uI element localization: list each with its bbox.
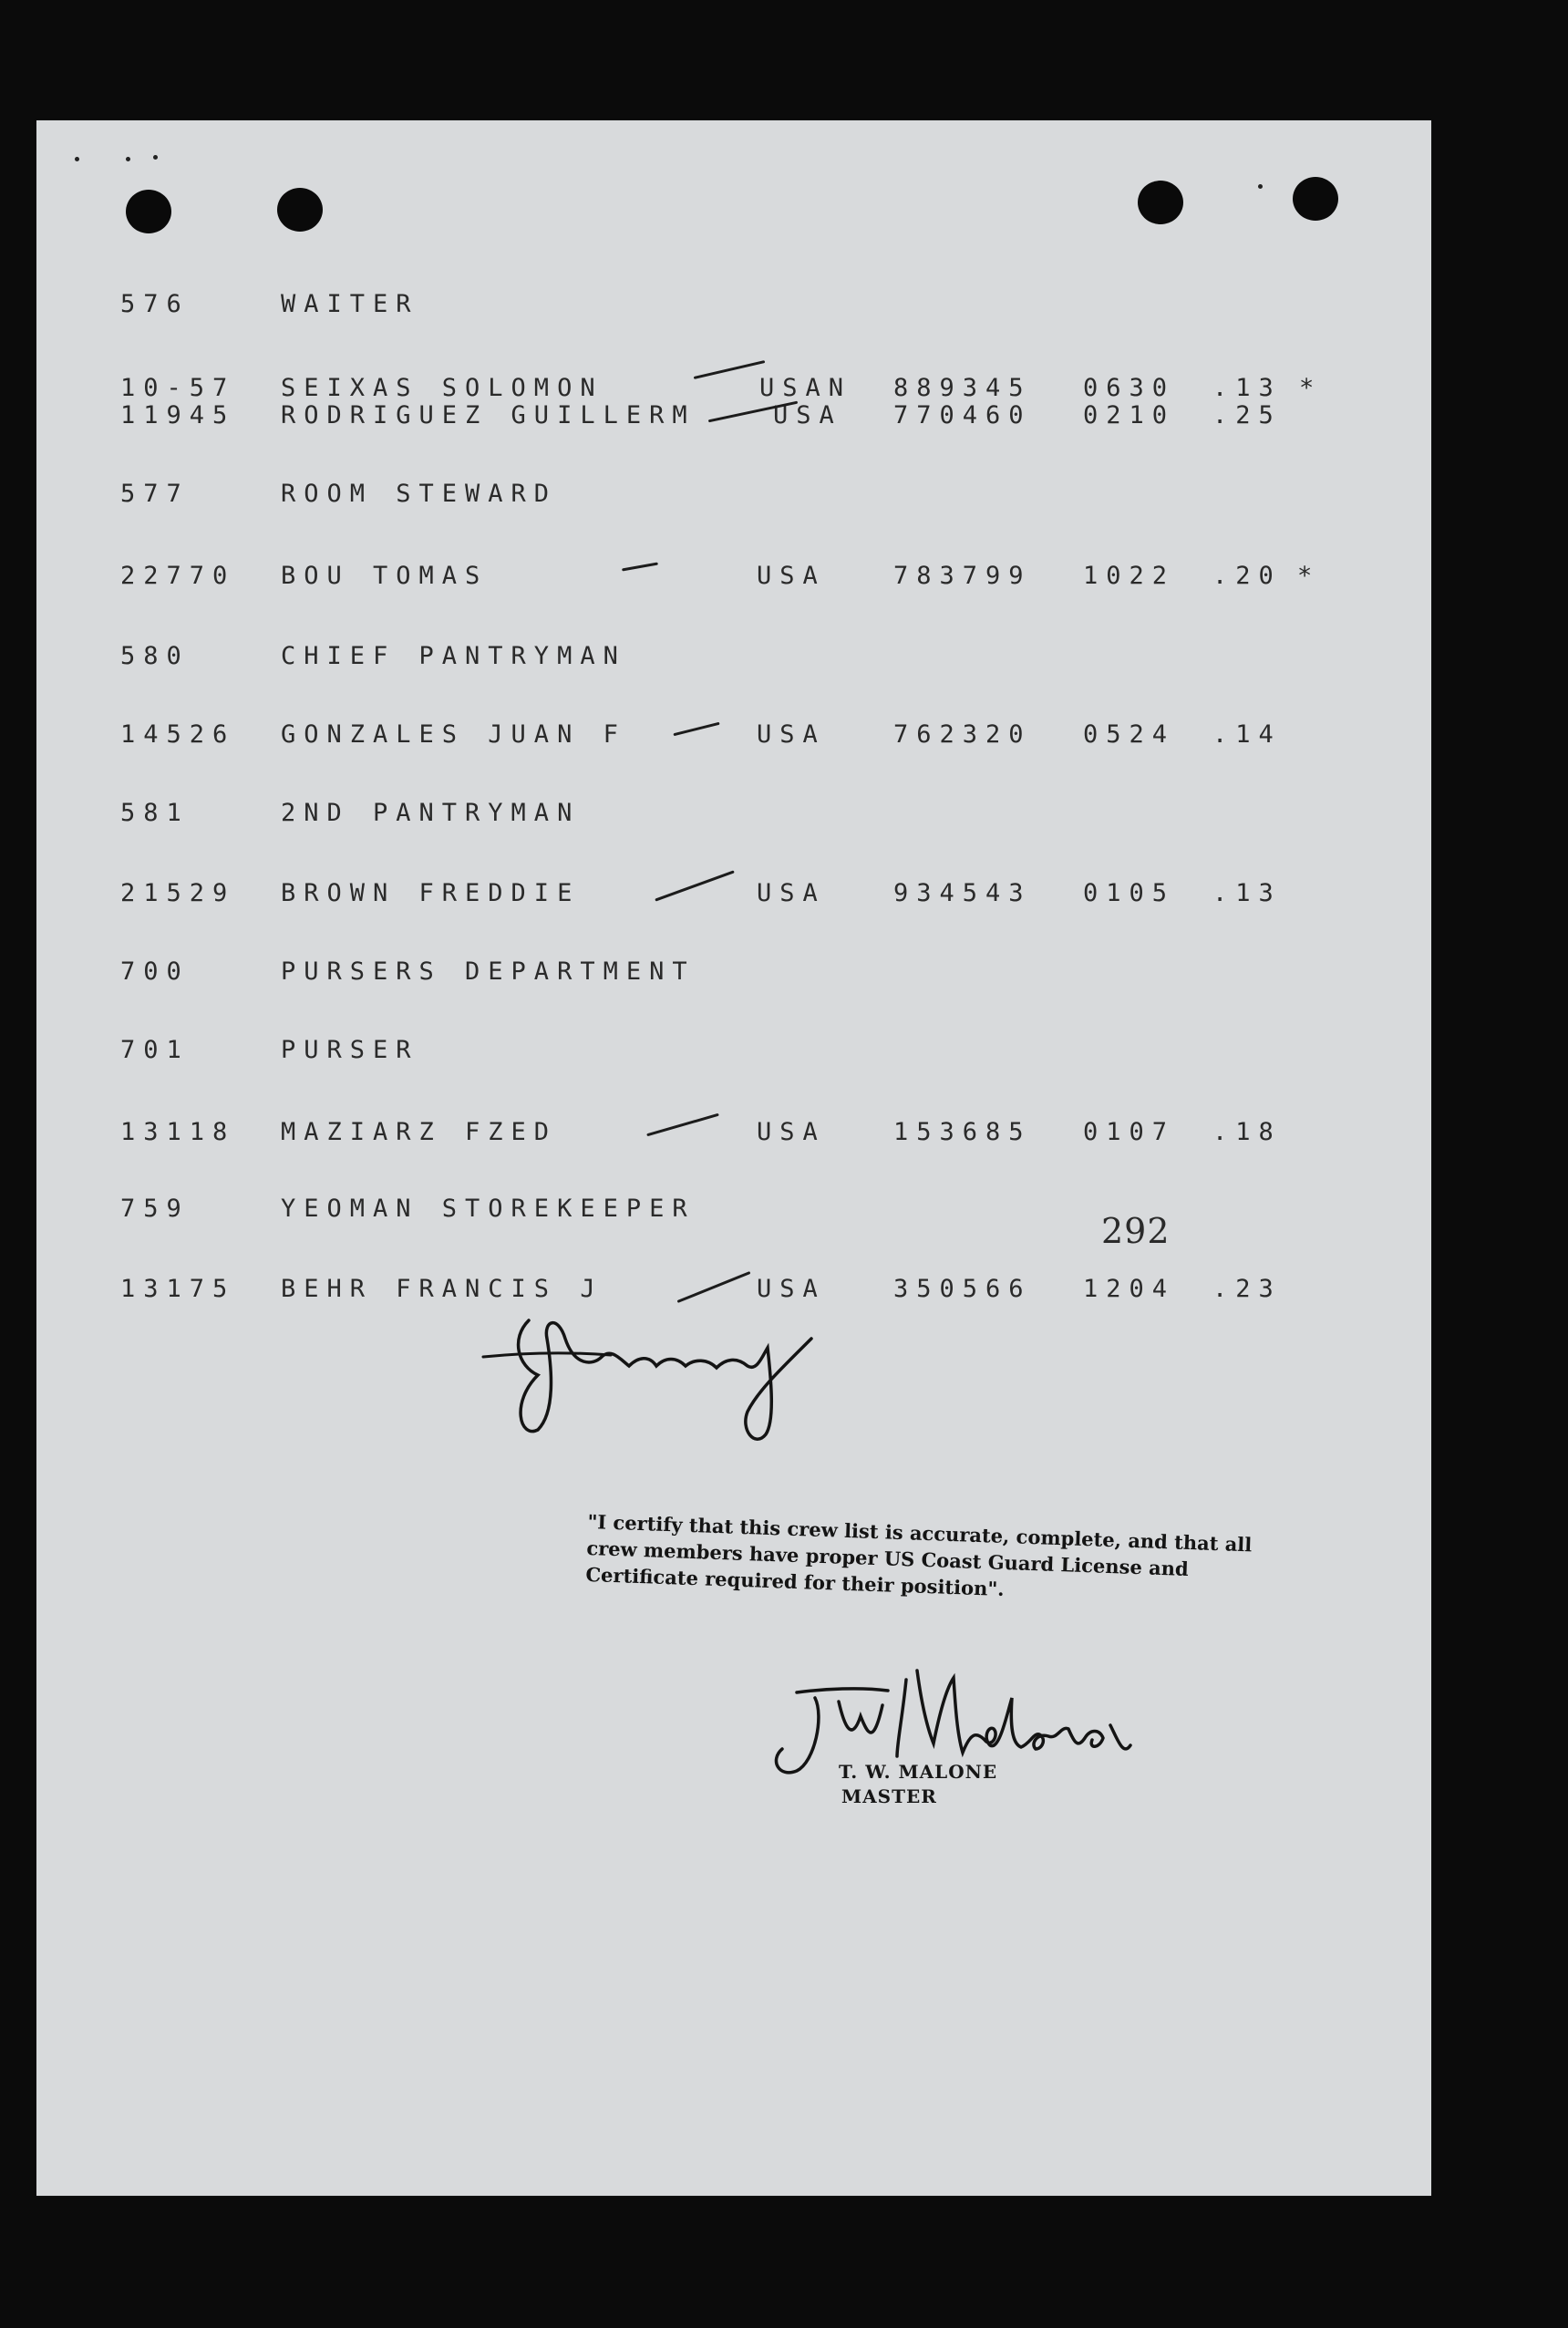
crew-number: 889345 xyxy=(893,374,1032,402)
crew-nationality: USA xyxy=(757,562,826,590)
crew-list-page xyxy=(36,120,1431,2196)
crew-id: 22770 xyxy=(120,562,236,590)
section-header xyxy=(36,957,1431,994)
initials-signature xyxy=(474,1302,875,1448)
crew-name: BROWN FREDDIE xyxy=(281,879,581,907)
crew-nationality: USA xyxy=(757,1275,826,1303)
crew-name: MAZIARZ FZED xyxy=(281,1118,558,1146)
section-code: 581 xyxy=(120,799,190,827)
crew-number: 350566 xyxy=(893,1275,1032,1303)
certification-statement: "I certify that this crew list is accurate, complete, and that all crew members have proper US Coast Guard License and Certificate required for their position". xyxy=(585,1509,1253,1600)
crew-date: 0630 xyxy=(1083,374,1176,402)
crew-id: 13175 xyxy=(120,1275,236,1303)
crew-nationality: USA xyxy=(757,1118,826,1146)
crew-name: GONZALES JUAN F xyxy=(281,720,626,749)
crew-rate: .25 xyxy=(1212,401,1282,429)
speck xyxy=(75,157,79,161)
crew-date: 0210 xyxy=(1083,401,1176,429)
crew-row xyxy=(36,879,1431,916)
crew-mark: * xyxy=(1297,562,1321,590)
punch-hole xyxy=(1138,181,1183,224)
section-code: 577 xyxy=(120,480,190,508)
crew-name: BEHR FRANCIS J xyxy=(281,1275,603,1303)
section-header xyxy=(36,290,1431,326)
crew-nationality: USAN xyxy=(759,374,852,402)
section-title: PURSERS DEPARTMENT xyxy=(281,957,696,986)
crew-nationality: USA xyxy=(757,720,826,749)
crew-number: 762320 xyxy=(893,720,1032,749)
section-header xyxy=(36,799,1431,835)
crew-name: RODRIGUEZ GUILLERM xyxy=(281,401,696,429)
section-title: CHIEF PANTRYMAN xyxy=(281,642,626,670)
speck xyxy=(1258,184,1263,189)
crew-row xyxy=(36,562,1431,598)
punch-hole xyxy=(277,188,323,232)
section-title: 2ND PANTRYMAN xyxy=(281,799,581,827)
crew-id: 11945 xyxy=(120,401,236,429)
section-title: YEOMAN STOREKEEPER xyxy=(281,1195,696,1223)
section-title: WAITER xyxy=(281,290,419,318)
crew-name: SEIXAS SOLOMON xyxy=(281,374,603,402)
crew-date: 1022 xyxy=(1083,562,1176,590)
crew-row xyxy=(36,401,1431,438)
crew-number: 783799 xyxy=(893,562,1032,590)
section-code: 700 xyxy=(120,957,190,986)
crew-number: 934543 xyxy=(893,879,1032,907)
section-code: 576 xyxy=(120,290,190,318)
section-header xyxy=(36,480,1431,516)
punch-hole xyxy=(126,190,171,233)
section-code: 759 xyxy=(120,1195,190,1223)
section-title: PURSER xyxy=(281,1036,419,1064)
speck xyxy=(126,157,130,161)
crew-row xyxy=(36,1118,1431,1154)
section-code: 701 xyxy=(120,1036,190,1064)
crew-id: 10-57 xyxy=(120,374,236,402)
crew-rate: .14 xyxy=(1212,720,1282,749)
crew-number: 770460 xyxy=(893,401,1032,429)
crew-mark: * xyxy=(1299,374,1323,402)
crew-id: 13118 xyxy=(120,1118,236,1146)
section-code: 580 xyxy=(120,642,190,670)
crew-nationality: USA xyxy=(773,401,842,429)
section-title: ROOM STEWARD xyxy=(281,480,558,508)
page-number: 292 xyxy=(1101,1211,1171,1251)
speck xyxy=(153,155,158,160)
crew-id: 21529 xyxy=(120,879,236,907)
crew-date: 1204 xyxy=(1083,1275,1176,1303)
section-header xyxy=(36,1036,1431,1072)
crew-rate: .20 xyxy=(1212,562,1282,590)
crew-rate: .23 xyxy=(1212,1275,1282,1303)
master-title: MASTER xyxy=(841,1785,937,1807)
master-name: T. W. MALONE xyxy=(839,1761,998,1783)
section-header xyxy=(36,642,1431,678)
crew-date: 0105 xyxy=(1083,879,1176,907)
crew-name: BOU TOMAS xyxy=(281,562,489,590)
punch-hole xyxy=(1293,177,1338,221)
crew-rate: .13 xyxy=(1212,374,1282,402)
section-header xyxy=(36,1195,1431,1231)
crew-number: 153685 xyxy=(893,1118,1032,1146)
crew-row xyxy=(36,720,1431,757)
crew-date: 0107 xyxy=(1083,1118,1176,1146)
crew-id: 14526 xyxy=(120,720,236,749)
crew-rate: .13 xyxy=(1212,879,1282,907)
crew-date: 0524 xyxy=(1083,720,1176,749)
crew-rate: .18 xyxy=(1212,1118,1282,1146)
crew-nationality: USA xyxy=(757,879,826,907)
